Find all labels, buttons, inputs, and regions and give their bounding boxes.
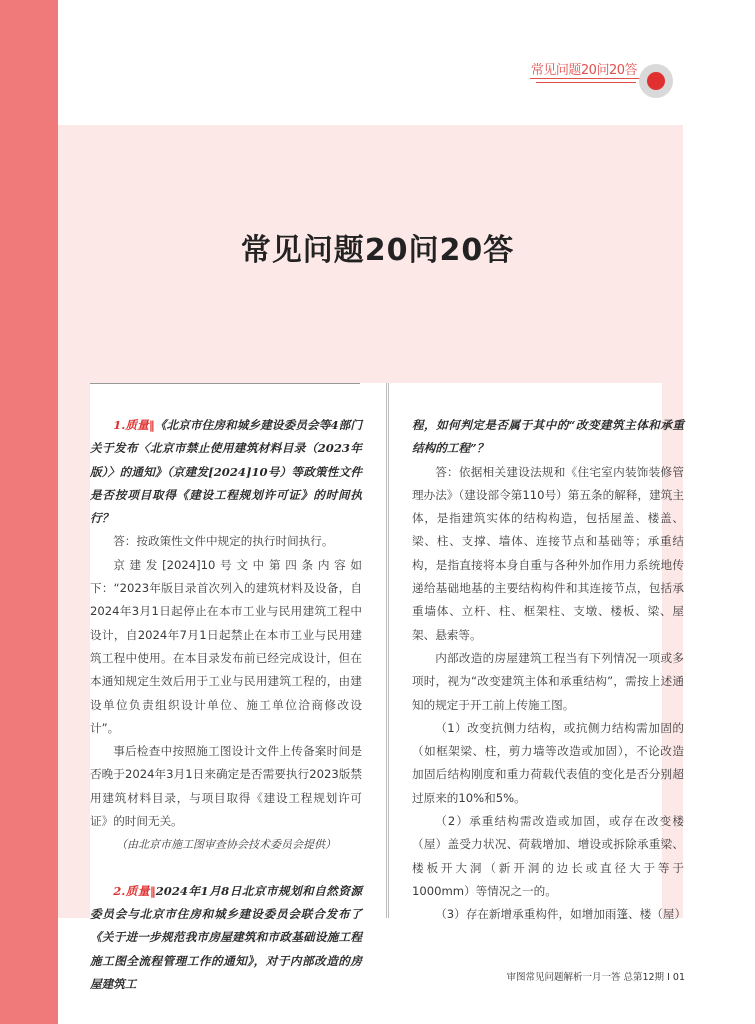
- answer-1-paragraph-3: 事后检查中按照施工图设计文件上传备案时间是否晚于2024年3月1日来确定是否需要执行2023版禁用建筑材料目录，与项目取得《建设工程规划许可证》的时间无关。: [90, 744, 362, 829]
- question-2-number: 2.质量: [113, 883, 150, 898]
- question-1: [90, 414, 362, 530]
- header-rule: [530, 78, 640, 79]
- answer-2-item-3: （3）存在新增承重构件，如增加雨篷、楼（屋）: [435, 907, 687, 922]
- question-2: [90, 880, 362, 996]
- answer-2: 答：依据相关建设法规和《住宅室内装饰装修管理办法》（建设部令第110号）第五条的解释，建筑主体，是指建筑实体的结构构造，包括屋盖、楼盖、梁、柱、支撑、墙体、连接节点和基础等；承重结构，是指直接将本身自重与各种外加作用力系统地传递给基础地基的主要结构构件和其连接节点，包括承重墙体、立杆、柱、框架柱、支墩、楼板、梁、屋架、悬索等。: [412, 464, 684, 642]
- question-1-number: 1.质量: [113, 418, 149, 432]
- left-pink-strip: [58, 383, 90, 918]
- answer-1-credit: （由北京市施工图审查协会技术委员会提供）: [116, 838, 336, 852]
- header-section-tag: 常见问题20问20答: [530, 63, 637, 78]
- column-divider: [386, 383, 387, 918]
- answer-1: 答：按政策性文件中规定的执行时间执行。: [113, 534, 334, 549]
- question-2-text: 2024年1月8日北京市规划和自然资源委员会与北京市住房和城乡建设委员会联合发布了《关于进一步规范我市房屋建筑和市政基础设施工程施工图全流程管理工作的通知》，对于内部改造的房屋建筑工: [90, 883, 363, 991]
- header-rule-2: [536, 82, 636, 83]
- question-2-separator: ‖: [149, 883, 156, 898]
- answer-2-paragraph-2: 内部改造的房屋建筑工程当有下列情况一项或多项时，视为“改变建筑主体和承重结构”，需按上述通知的规定于开工前上传施工图。: [412, 650, 684, 712]
- right-column: [412, 414, 687, 927]
- answer-2-item-2: （2）承重结构需改造或加固，或存在改变楼（屋）盖受力状况、荷载增加、增设或拆除承重梁、楼板开大洞（新开洞的边长或直径大于等于1000mm）等情况之一的。: [412, 814, 684, 898]
- column-top-rule: [90, 383, 360, 384]
- left-column: [90, 414, 362, 996]
- column-divider-2: [388, 383, 389, 918]
- question-2-continued: 程，如何判定是否属于其中的“改变建筑主体和承重结构的工程”？: [412, 418, 684, 456]
- left-color-band: [0, 0, 58, 1024]
- question-1-separator: ‖: [148, 418, 155, 432]
- answer-1-paragraph-2: 京建发[2024]10号文中第四条内容如下：“2023年版目录首次列入的建筑材料及设备，自2024年3月1日起停止在本市工业与民用建筑工程中设计，自2024年7月1日起禁止在本市工业与民用建筑工程中使用。在本目录发布前已经完成设计，但在本通知规定生效后用于工业与民用建筑工程的，由建设单位负责组织设计单位、施工单位洽商修改设计”。: [90, 557, 362, 735]
- answer-2-item-1: （1）改变抗侧力结构，或抗侧力结构需加固的（如框架梁、柱，剪力墙等改造或加固），不论改造加固后结构刚度和重力荷载代表值的变化是否分别超过原来的10%和5%。: [412, 720, 684, 805]
- page-footer: 审图常见问题解析一月一答 总第12期 Ⅰ 01: [506, 972, 685, 983]
- page-title: 常见问题20问20答: [240, 233, 515, 268]
- spacer: [90, 857, 362, 880]
- question-1-text: 《北京市住房和城乡建设委员会等4部门关于发布〈北京市禁止使用建筑材料目录（2023年版）〉的通知》（京建发[2024]10号）等政策性文件是否按项目取得《建设工程规划许可证》的时间执行？: [90, 418, 362, 526]
- header-circle-icon: [639, 64, 673, 98]
